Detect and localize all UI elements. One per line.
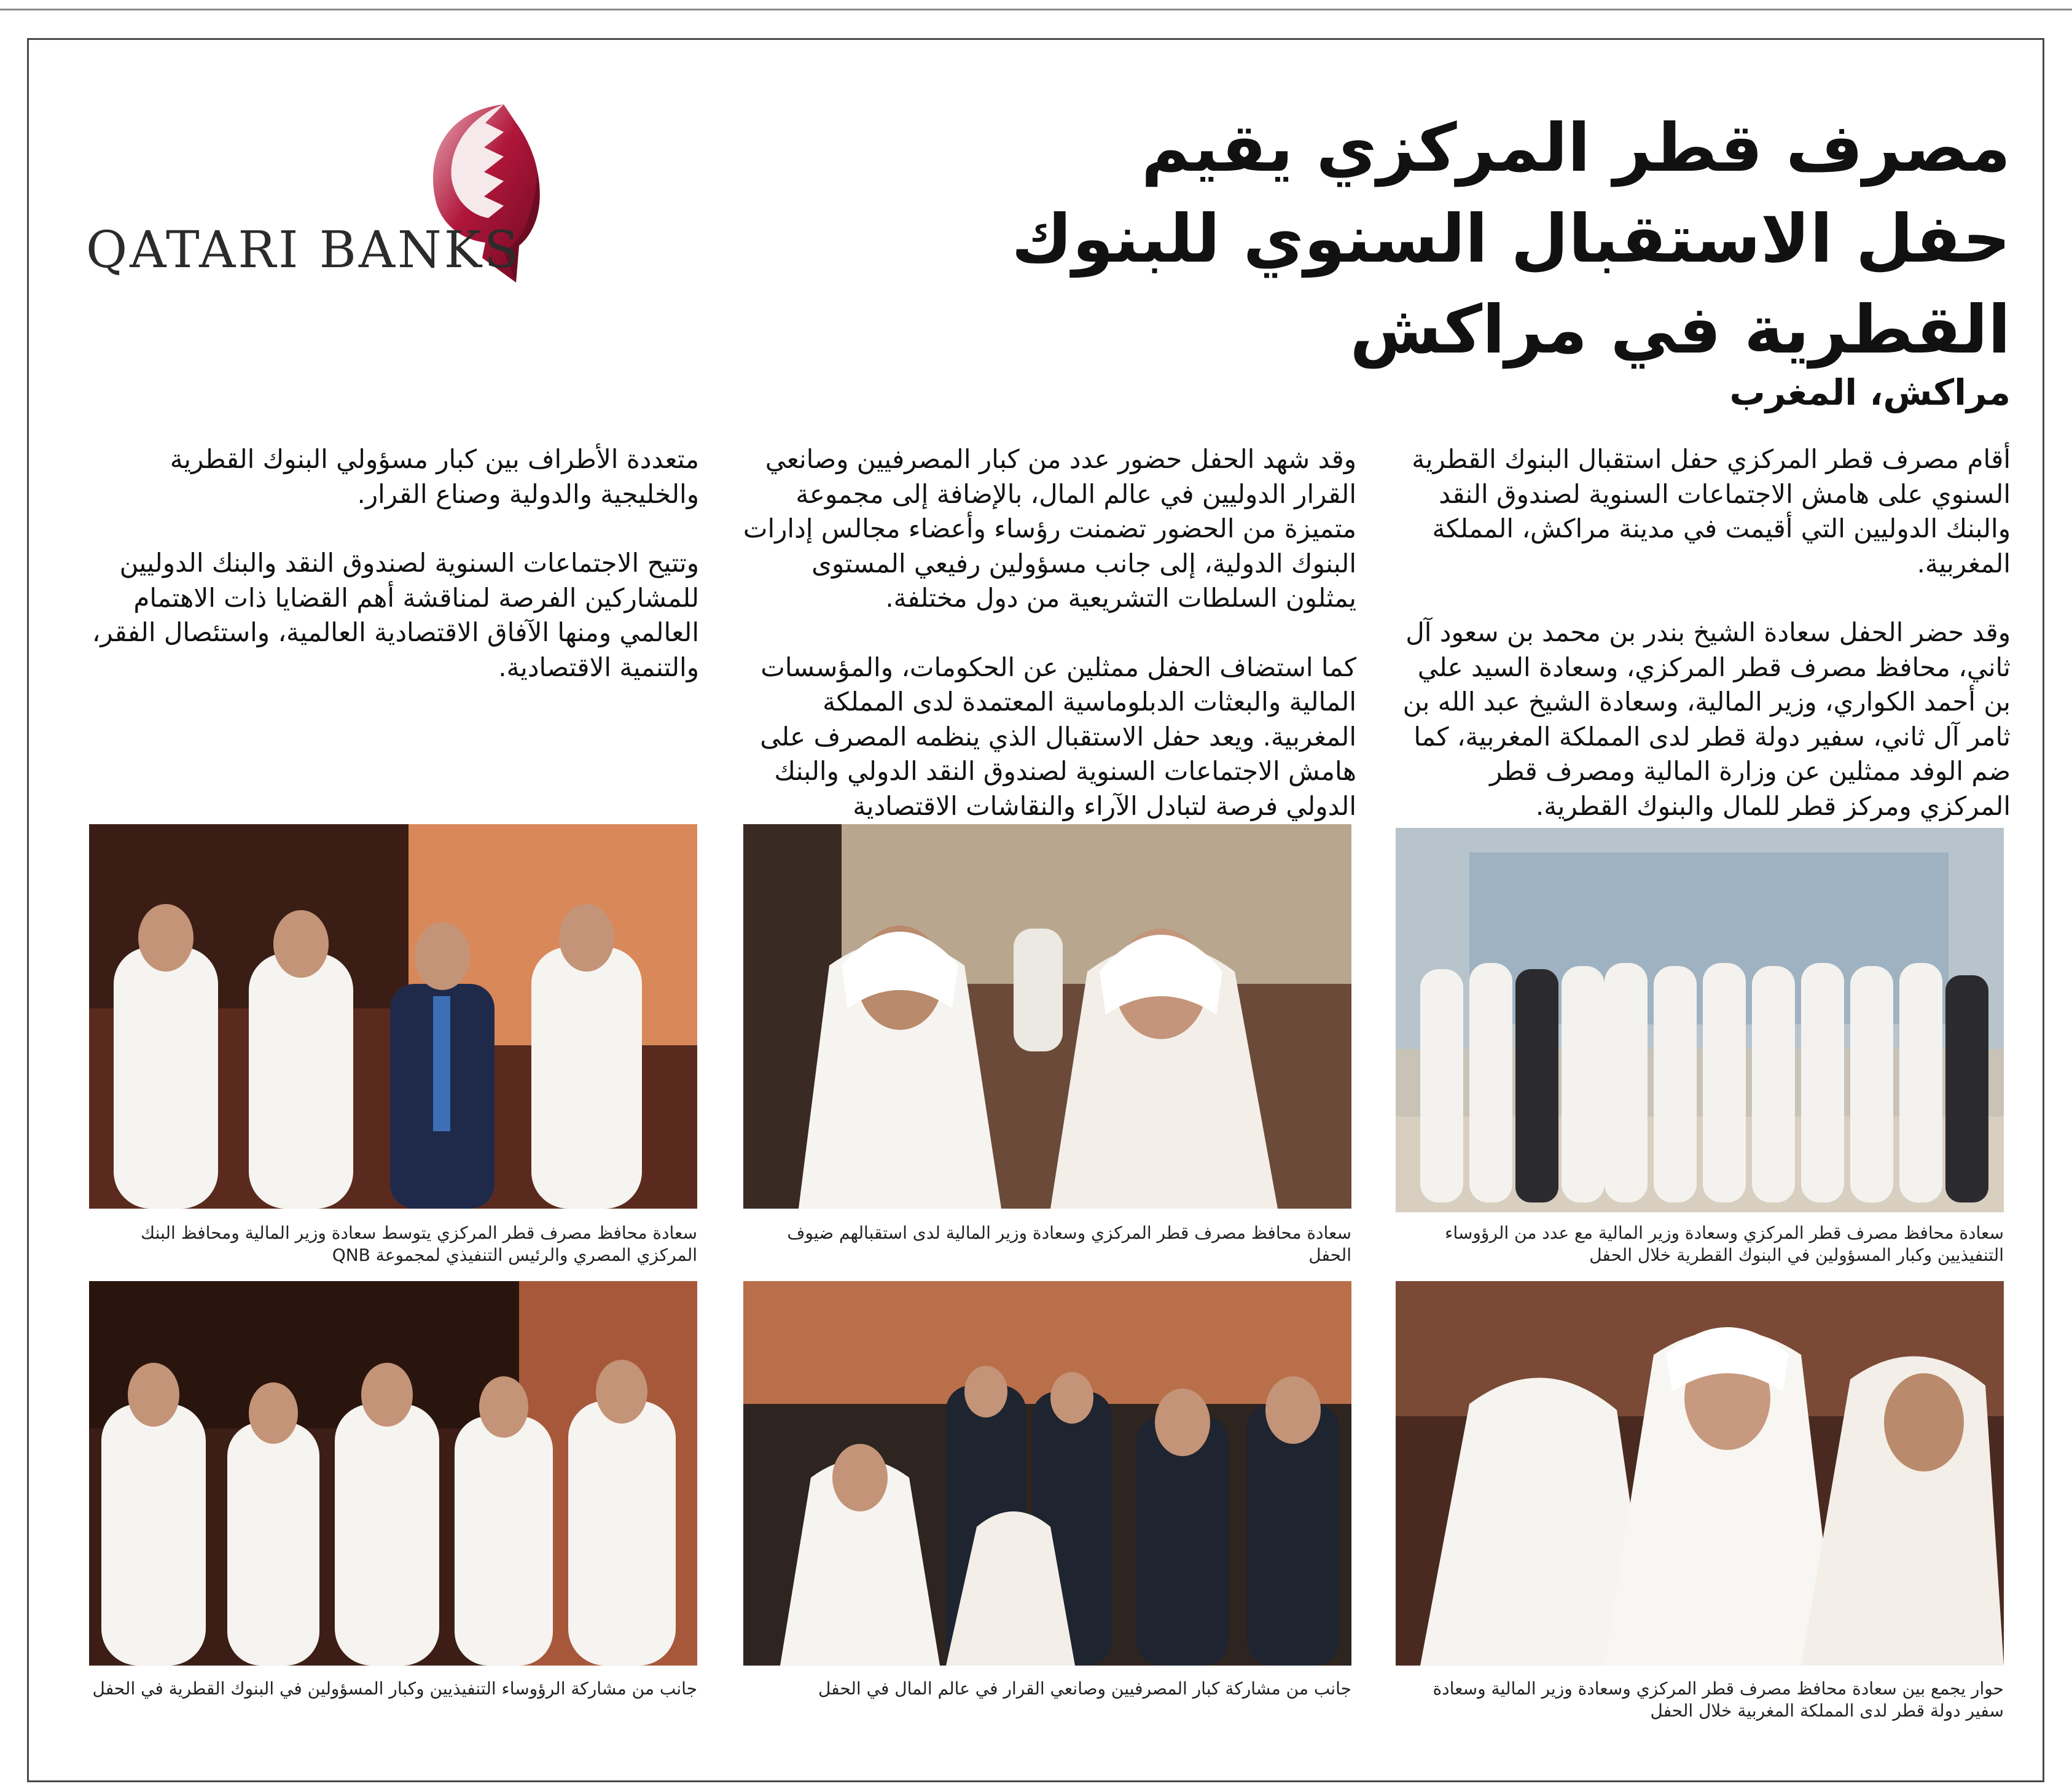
qatari-banks-logo	[86, 98, 553, 283]
photo-caption: سعادة محافظ مصرف قطر المركزي وسعادة وزير المالية مع عدد من الرؤوساء التنفيذيين وكبار المسؤولين في البنوك القطرية خلال الحفل	[1445, 1223, 2004, 1265]
headline	[905, 103, 2011, 376]
photo-caption: جانب من مشاركة كبار المصرفيين وصانعي القرار في عالم المال في الحفل	[818, 1678, 1351, 1699]
photo-caption: سعادة محافظ مصرف قطر المركزي وسعادة وزير المالية لدى استقبالهم ضيوف الحفل	[787, 1223, 1351, 1265]
photo-conversation	[1396, 1281, 2004, 1666]
photo-crowd	[743, 1281, 1351, 1666]
logo-text: QATARI BANKS	[86, 221, 522, 279]
headline-line-2: حفل الاستقبال السنوي للبنوك	[1011, 201, 2011, 278]
paragraph: أقام مصرف قطر المركزي حفل استقبال البنوك القطرية السنوي على هامش الاجتماعات السنوية لصندوق النقد والبنك الدوليين التي أقيمت في مدينة مراكش، المملكة المغربية.	[1412, 444, 2011, 579]
photo-caption: حوار يجمع بين سعادة محافظ مصرف قطر المركزي وسعادة وزير المالية وسعادة سفير دولة قطر لدى المملكة المغربية خلال الحفل	[1433, 1678, 2004, 1721]
photo-caption: جانب من مشاركة الرؤوساء التنفيذيين وكبار المسؤولين في البنوك القطرية في الحفل	[92, 1678, 697, 1699]
top-rule	[0, 9, 2072, 10]
article-column-3	[85, 442, 699, 719]
paragraph: وقد حضر الحفل سعادة الشيخ بندر بن محمد بن سعود آل ثاني، محافظ مصرف قطر المركزي، وسعادة السيد علي بن أحمد الكواري، وزير المالية، وسعادة الشيخ عبد الله بن ثامر آل ثاني، سفير دولة قطر لدى المملكة المغربية، كما ضم الوفد ممثلين عن وزارة المالية ومصرف قطر المركزي ومركز قطر للمال والبنوك القطرية.	[1402, 617, 2011, 821]
photo-governor-minister	[743, 824, 1351, 1209]
headline-line-3: القطرية في مراكش	[1350, 292, 2011, 368]
paragraph: متعددة الأطراف بين كبار مسؤولي البنوك القطرية والخليجية والدولية وصناع القرار.	[170, 444, 699, 509]
paragraph: وتتيح الاجتماعات السنوية لصندوق النقد والبنك الدوليين للمشاركين الفرصة لمناقشة أهم القضايا ذات الاهتمام العالمي ومنها الآفاق الاقتصادية العالمية، واستئصال الفقر، والتنمية الاقتصادية.	[92, 548, 699, 682]
dateline: مراكش، المغرب	[1729, 372, 2011, 413]
photo-governor-centre	[89, 824, 697, 1209]
headline-line-1: مصرف قطر المركزي يقيم	[1141, 110, 2011, 187]
paragraph: كما استضاف الحفل ممثلين عن الحكومات، والمؤسسات المالية والبعثات الدبلوماسية المعتمدة لدى المملكة المغربية. ويعد حفل الاستقبال الذي ينظمه المصرف على هامش الاجتماعات السنوية لصندوق النقد الدولي والبنك الدولي فرصة لتبادل الآراء والنقاشات الاقتصادية	[760, 652, 1356, 821]
photo-caption: سعادة محافظ مصرف قطر المركزي يتوسط سعادة وزير المالية ومحافظ البنك المركزي المصري والرئيس التنفيذي لمجموعة QNB	[141, 1223, 697, 1265]
photo-group-reception	[1396, 828, 2004, 1212]
photo-executives	[89, 1281, 697, 1666]
paragraph: وقد شهد الحفل حضور عدد من كبار المصرفيين وصانعي القرار الدوليين في عالم المال، بالإضافة إلى مجموعة متميزة من الحضور تضمنت رؤساء وأعضاء مجالس إدارات البنوك الدولية، إلى جانب مسؤولين رفيعي المستوى يمثلون السلطات التشريعية من دول مختلفة.	[743, 444, 1356, 613]
article-column-1	[1396, 442, 2011, 858]
article-column-2	[742, 442, 1356, 858]
